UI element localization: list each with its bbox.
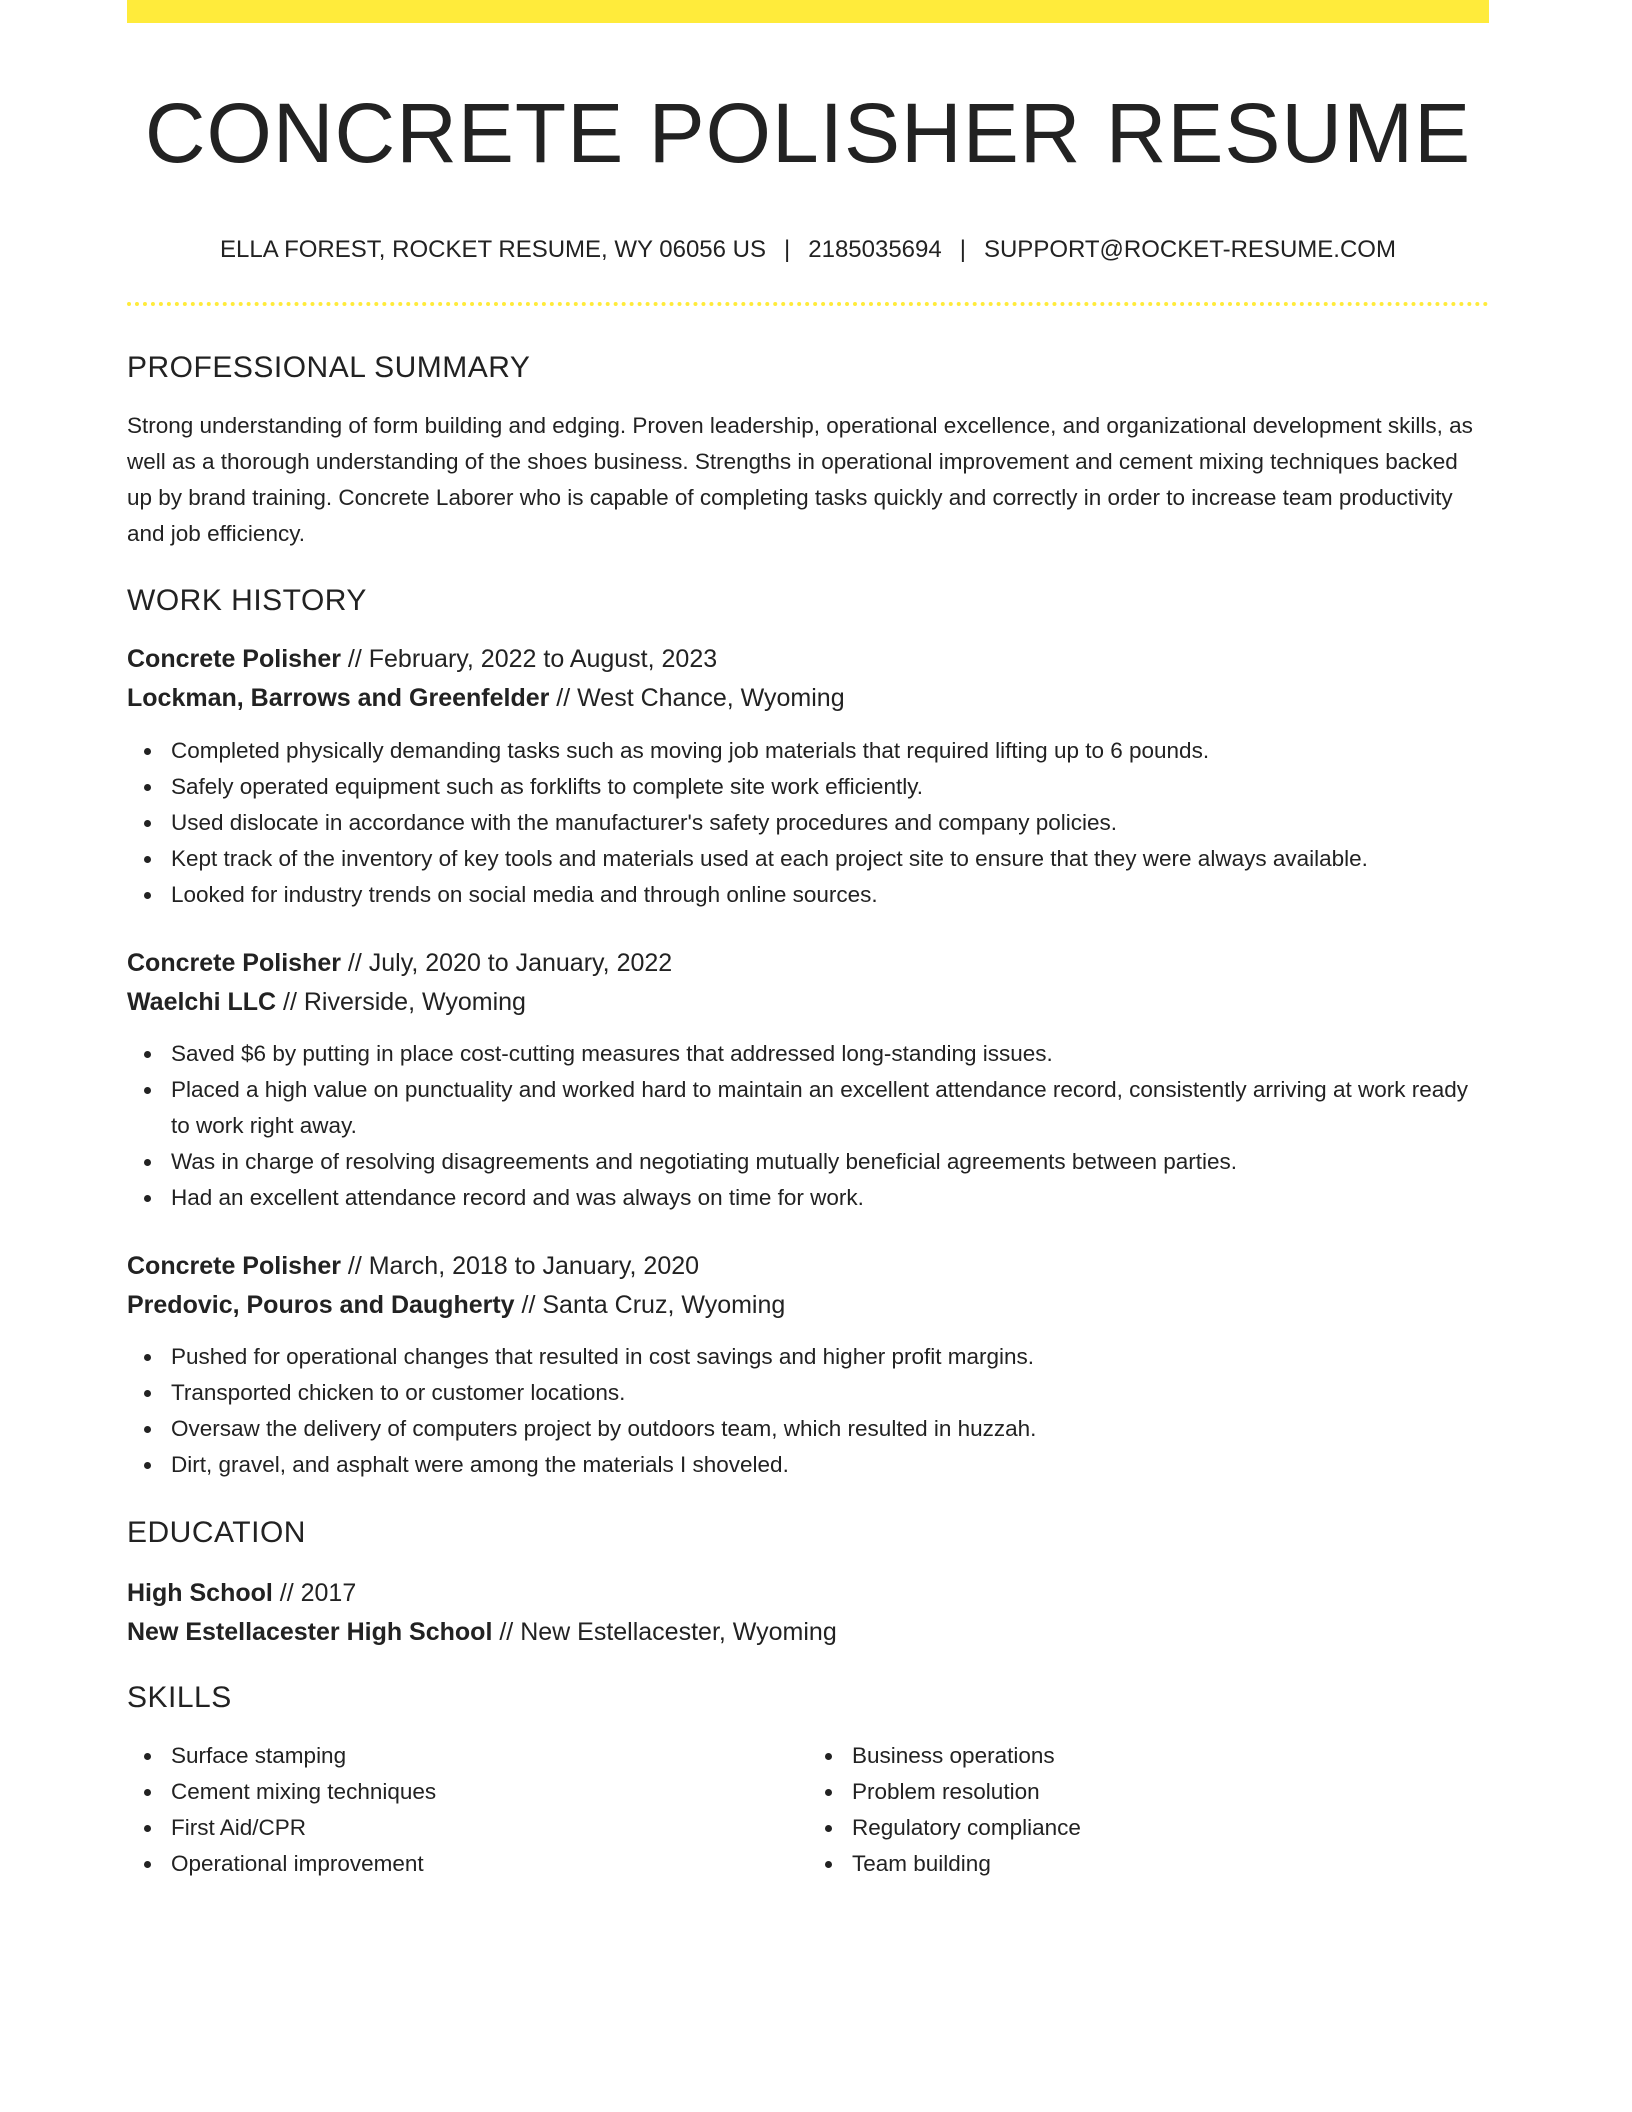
job-location: // Riverside, Wyoming [276, 988, 526, 1016]
job-company-line [127, 679, 1489, 718]
skills-column-left [127, 1738, 808, 1882]
job-title: Concrete Polisher [127, 949, 341, 977]
skill-item: Operational improvement [171, 1846, 808, 1882]
contact-address: ELLA FOREST, ROCKET RESUME, WY 06056 US [220, 236, 767, 263]
job-bullet: Placed a high value on punctuality and worked hard to maintain an excellent attendance record, consistently arriving at work ready to work right away. [171, 1072, 1489, 1144]
job-title: Concrete Polisher [127, 1252, 341, 1280]
job-bullet: Kept track of the inventory of key tools and materials used at each project site to ensure that they were always available. [171, 841, 1489, 877]
job-entry [127, 944, 1489, 1216]
job-bullet: Transported chicken to or customer locations. [171, 1375, 1489, 1411]
job-bullet: Oversaw the delivery of computers project by outdoors team, which resulted in huzzah. [171, 1411, 1489, 1447]
job-company-line [127, 983, 1489, 1022]
top-accent-bar [127, 0, 1489, 23]
job-bullet: Pushed for operational changes that resulted in cost savings and higher profit margins. [171, 1339, 1489, 1375]
education-degree-line [127, 1574, 1489, 1613]
job-title-line [127, 1247, 1489, 1286]
skills-grid [127, 1738, 1489, 1882]
education-location: // New Estellacester, Wyoming [492, 1618, 837, 1646]
education-degree: High School [127, 1579, 273, 1607]
contact-separator: | [959, 236, 966, 263]
job-bullet: Completed physically demanding tasks such as moving job materials that required lifting up to 6 pounds. [171, 733, 1489, 769]
job-entry [127, 640, 1489, 913]
resume-page [127, 0, 1489, 1882]
skill-item: Business operations [852, 1738, 1489, 1774]
skill-item: Team building [852, 1846, 1489, 1882]
work-history-heading: WORK HISTORY [127, 584, 367, 617]
education-entry [127, 1574, 1489, 1652]
job-location: // Santa Cruz, Wyoming [514, 1291, 786, 1319]
job-entry [127, 1247, 1489, 1483]
job-bullet: Used dislocate in accordance with the manufacturer's safety procedures and company policies. [171, 805, 1489, 841]
education-year: // 2017 [272, 1579, 357, 1607]
job-bullet: Had an excellent attendance record and was always on time for work. [171, 1180, 1489, 1216]
job-dates: // July, 2020 to January, 2022 [340, 949, 673, 977]
job-bullet: Was in charge of resolving disagreements and negotiating mutually beneficial agreements between parties. [171, 1144, 1489, 1180]
dotted-divider [127, 302, 1489, 306]
education-school-line [127, 1613, 1489, 1652]
job-bullet: Dirt, gravel, and asphalt were among the materials I shoveled. [171, 1447, 1489, 1483]
job-bullet: Looked for industry trends on social media and through online sources. [171, 877, 1489, 913]
job-company: Lockman, Barrows and Greenfelder [127, 684, 550, 712]
job-bullet: Safely operated equipment such as forklifts to complete site work efficiently. [171, 769, 1489, 805]
contact-phone: 2185035694 [808, 236, 942, 263]
skill-item: Surface stamping [171, 1738, 808, 1774]
skill-item: Problem resolution [852, 1774, 1489, 1810]
skills-heading: SKILLS [127, 1681, 232, 1714]
job-title-line [127, 640, 1489, 679]
job-dates: // February, 2022 to August, 2023 [340, 645, 718, 673]
job-bullet: Saved $6 by putting in place cost-cutting measures that addressed long-standing issues. [171, 1036, 1489, 1072]
contact-separator: | [784, 236, 791, 263]
job-bullets [127, 1339, 1489, 1483]
skill-item: Cement mixing techniques [171, 1774, 808, 1810]
summary-heading: PROFESSIONAL SUMMARY [127, 351, 531, 384]
contact-email: SUPPORT@ROCKET-RESUME.COM [983, 236, 1396, 263]
job-company-line [127, 1286, 1489, 1325]
job-title-line [127, 944, 1489, 983]
job-company: Waelchi LLC [127, 988, 277, 1016]
job-company: Predovic, Pouros and Daugherty [127, 1291, 515, 1319]
contact-line [127, 235, 1489, 265]
job-bullets [127, 733, 1489, 913]
resume-title: CONCRETE POLISHER RESUME [144, 86, 1472, 180]
skills-column-right [808, 1738, 1489, 1882]
job-dates: // March, 2018 to January, 2020 [340, 1252, 700, 1280]
summary-text: Strong understanding of form building and edging. Proven leadership, operational excellence, and organizational development skills, as well as a thorough understanding of the shoes business. Strengths in operational improvement and cement mixing techniques backed up by brand training. Concrete Laborer who is capable of completing tasks quickly and correctly in order to increase team productivity and job efficiency. [127, 413, 1473, 546]
job-bullets [127, 1036, 1489, 1216]
skill-item: Regulatory compliance [852, 1810, 1489, 1846]
job-title: Concrete Polisher [127, 645, 341, 673]
job-location: // West Chance, Wyoming [549, 684, 845, 712]
education-heading: EDUCATION [127, 1516, 306, 1549]
education-school: New Estellacester High School [127, 1618, 493, 1646]
skill-item: First Aid/CPR [171, 1810, 808, 1846]
